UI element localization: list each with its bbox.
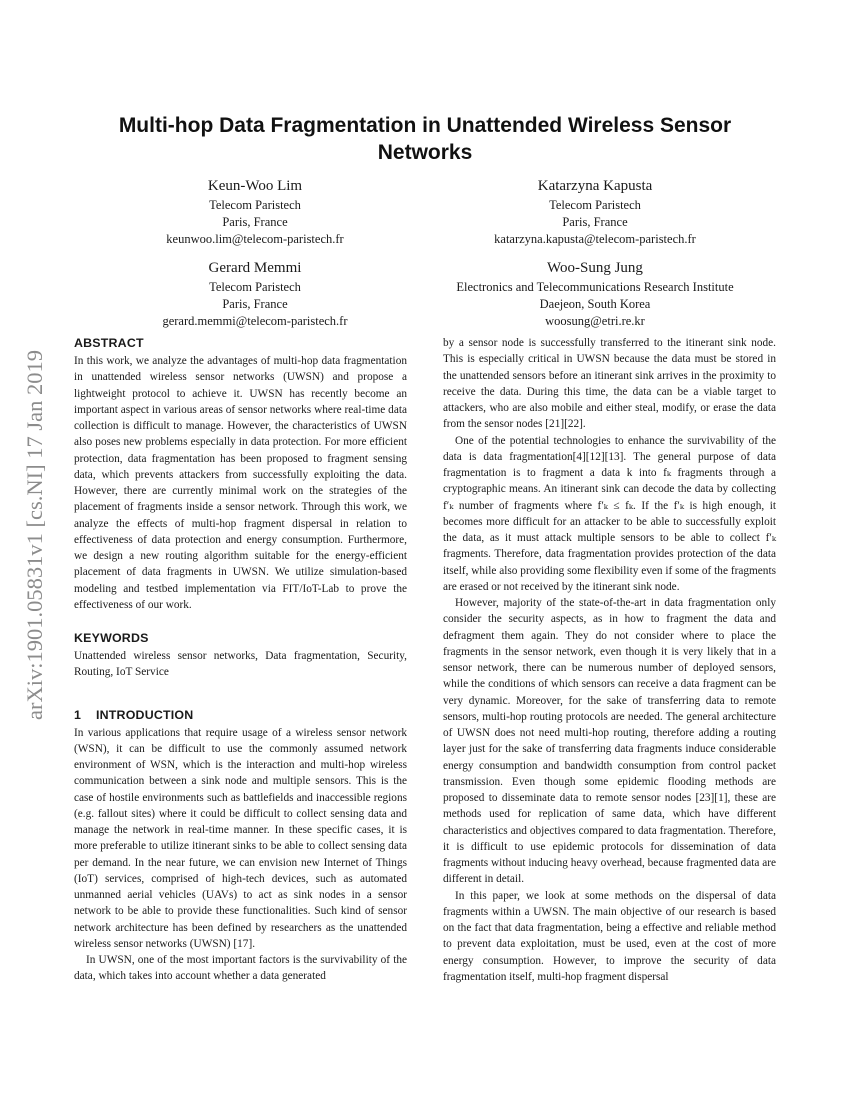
abstract-heading: ABSTRACT bbox=[74, 336, 144, 350]
body-paragraph: However, majority of the state-of-the-art in data fragmentation only consider the security aspects, as in how to fragment the data and defragment them again. They do not consider where to place the fragments in the sensor network, even though it is very likely that in a sensor network, there can be numerous number of deployed sensors, while the conditions of which sensors can receive a data fragment can be very dynamic. Moreover, for the sake of transferring data to remote sensors, multi-hop routing protocols are needed. The general architecture of UWSN does not need multi-hop routing, therefore adding a routing layer just for the sake of transferring data fragments induce considerable energy consumption and bandwidth consumption from control packet transmission. Even though some epidemic flooding methods are proposed to disseminate data to remote sensor nodes [23][1], these are methods used for replication of same data, which have different characteristics and objectives compared to data fragmentation. Therefore, it is difficult to use epidemic protocols for dissemination of data fragments without inducing heavy overhead, because fragmented data are different in detail. bbox=[443, 597, 776, 886]
author-affiliation: Telecom Paristech bbox=[549, 198, 641, 212]
intro-paragraph: In UWSN, one of the most important factors is the survivability of the data, which takes into account whether a data generated bbox=[74, 954, 407, 983]
author-email: gerard.memmi@telecom-paristech.fr bbox=[162, 313, 348, 328]
author-block bbox=[460, 176, 730, 247]
keywords-text: Unattended wireless sensor networks, Data fragmentation, Security, Routing, IoT Service bbox=[74, 650, 407, 679]
author-affiliation: Telecom Paristech bbox=[209, 280, 301, 294]
author-location: Daejeon, South Korea bbox=[539, 296, 651, 311]
author-affiliation: Electronics and Telecommunications Research Institute bbox=[456, 280, 734, 294]
author-name: Woo-Sung Jung bbox=[547, 260, 643, 276]
author-name: Gerard Memmi bbox=[208, 260, 302, 276]
arxiv-stamp bbox=[20, 310, 50, 760]
author-location: Paris, France bbox=[562, 214, 628, 229]
body-paragraph: by a sensor node is successfully transferred to the itinerant sink node. This is especially critical in UWSN because the data must be stored in the unattended sensors before an itinerant sink arrives in the proximity to receive the data. During this time, the data can be a viable target to attackers, who are also mobile and either steal, modify, or erase the data from the sensor nodes [21][22]. bbox=[443, 337, 776, 431]
author-location: Paris, France bbox=[222, 214, 288, 229]
keywords-heading: KEYWORDS bbox=[74, 631, 149, 645]
right-column bbox=[443, 335, 776, 985]
author-location: Paris, France bbox=[222, 296, 288, 311]
introduction-heading bbox=[74, 707, 407, 723]
section-number: 1 bbox=[74, 707, 82, 722]
author-email: keunwoo.lim@telecom-paristech.fr bbox=[166, 231, 344, 246]
section-title: INTRODUCTION bbox=[96, 707, 194, 722]
intro-paragraph: In various applications that require usage of a wireless sensor network (WSN), it can be difficult to use the commonly assumed network environment of WSN, which is the interaction and multi-hop wireless communication between a sink node and multiple sensors. This is the case of hostile environments such as battlefields and inaccessible regions (e.g. fallout sites) where it could be difficult to collect sensing data and manage the network in real-time manner. In these specific cases, it is more preferable to utilize itinerant sinks to be able to collect sensing data per demand. In the near future, we can envision new Internet of Things (IoT) services, comprised of high-tech devices, such as automated unmanned aerial vehicles (UAVs) to act as sink nodes in a sensor network to be able to provide these functionalities. Such kind of sensor network architecture has been defined by researchers as the unattended wireless sensor networks (UWSN) [17]. bbox=[74, 726, 407, 950]
author-name: Keun-Woo Lim bbox=[207, 178, 303, 194]
paper-title: Multi-hop Data Fragmentation in Unattended Wireless Sensor Networks bbox=[118, 114, 732, 164]
author-block bbox=[130, 258, 380, 329]
author-name: Katarzyna Kapusta bbox=[537, 178, 653, 194]
body-paragraph: One of the potential technologies to enhance the survivability of the data is data fragmentation[4][12][13]. The general purpose of data fragmentation is to fragment a data k into fₖ fragments through a cryptographic means. An itinerant sink can decode the data by collecting f′ₖ number of fragments where f′ₖ ≤ fₖ. If the f′ₖ is high enough, it becomes more difficult for an attacker to be able to successfully exploit the data, as it must attack multiple sensors to be able to collect f′ₖ fragments. Therefore, data fragmentation provides protection of the data itself, while also providing some flexibility even if some of the fragments are erased or not received by the itinerant sink node. bbox=[443, 434, 776, 593]
abstract-text: In this work, we analyze the advantages of multi-hop data fragmentation in unattended wireless sensor networks (UWSN) and propose a lightweight protocol to achieve it. UWSN has recently become an important aspect in various areas of sensor networks where real-time data collection is difficult to manage. However, the characteristics of UWSN also poses new problems especially in data protection. For more efficient protection, data fragmentation has been proposed to fragment sensing data, which prevents attackers from successfully exploiting the data. However, there are currently minimal work on the strategies of the placement of fragments inside a sensor network. Through this work, we analyze the effects of multi-hop fragment dispersal in relation to effectiveness of data protection and energy consumption. Furthermore, we design a new routing algorithm suitable for the energy-efficient placement of data fragments in UWSN. We utilize simulation-based modeling and testbed implementation via FIT/IoT-Lab to prove the effectiveness of our work. bbox=[74, 355, 407, 611]
author-affiliation: Telecom Paristech bbox=[209, 198, 301, 212]
author-email: woosung@etri.re.kr bbox=[545, 313, 645, 328]
left-column bbox=[74, 335, 407, 985]
author-block bbox=[430, 258, 760, 329]
arxiv-identifier: arXiv:1901.05831v1 [cs.NI] 17 Jan 2019 bbox=[22, 350, 47, 720]
body-paragraph: In this paper, we look at some methods on the dispersal of data fragments within a UWSN. The main objective of our research is based on the fact that data fragmentation, being a effective and reliable method to prevent data exploitation, must be used, even at the cost of more energy consumption. However, to improve the security of data fragmentation itself, multi-hop fragment dispersal bbox=[443, 889, 776, 983]
author-email: katarzyna.kapusta@telecom-paristech.fr bbox=[494, 231, 696, 246]
author-block bbox=[130, 176, 380, 247]
